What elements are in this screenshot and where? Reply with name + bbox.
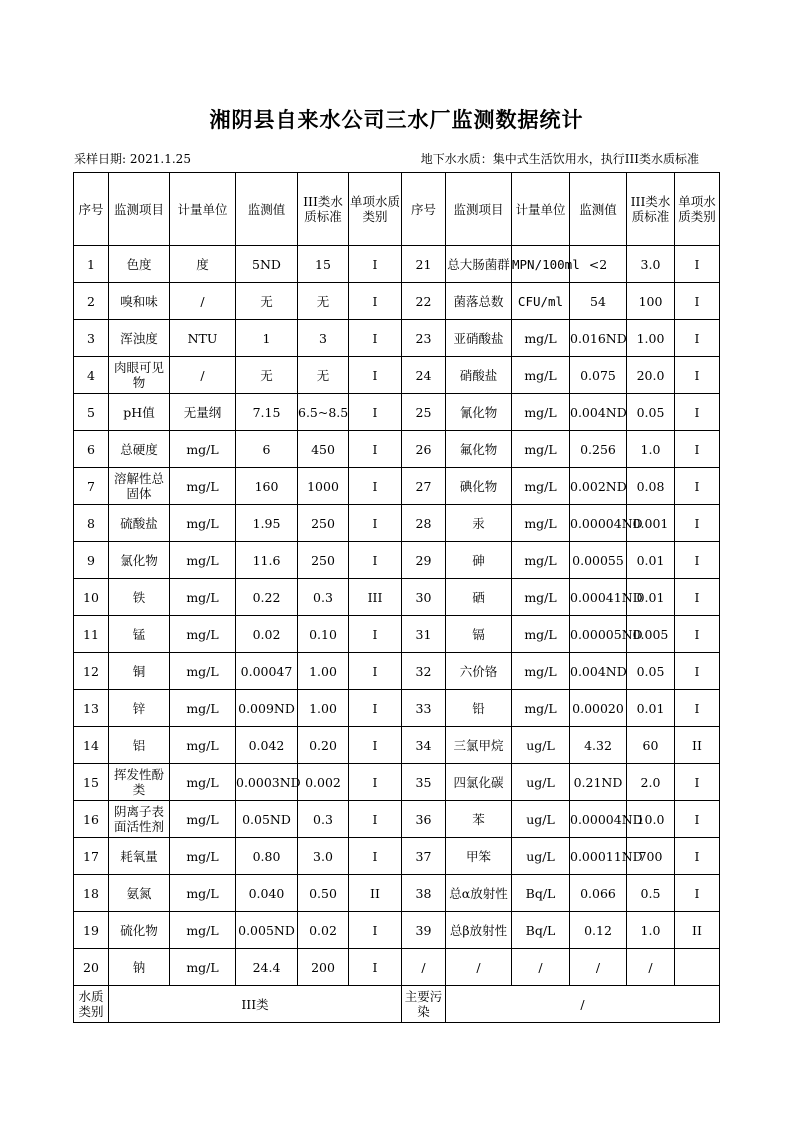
unit-cell: mg/L — [170, 468, 236, 505]
standard-cell: 1.00 — [627, 320, 675, 357]
value-cell: 0.00047 — [236, 653, 298, 690]
category-cell: I — [675, 764, 720, 801]
value-cell: 0.0003ND — [236, 764, 298, 801]
unit-cell: mg/L — [170, 431, 236, 468]
category-cell: I — [349, 246, 402, 283]
unit-cell: mg/L — [512, 357, 570, 394]
value-cell: 0.009ND — [236, 690, 298, 727]
standard-cell: 0.05 — [627, 394, 675, 431]
seq-cell: 13 — [74, 690, 109, 727]
category-cell: I — [349, 690, 402, 727]
standard-cell: 0.20 — [298, 727, 349, 764]
category-cell: I — [675, 801, 720, 838]
unit-cell: ug/L — [512, 764, 570, 801]
item-cell: 总大肠菌群 — [446, 246, 512, 283]
item-cell: 亚硝酸盐 — [446, 320, 512, 357]
standard-cell: 无 — [298, 283, 349, 320]
table-row — [74, 468, 720, 505]
seq-cell: 5 — [74, 394, 109, 431]
value-cell: 4.32 — [570, 727, 627, 764]
category-cell: I — [675, 690, 720, 727]
item-cell: 汞 — [446, 505, 512, 542]
category-cell: I — [675, 579, 720, 616]
item-cell: 嗅和味 — [109, 283, 170, 320]
table-header — [74, 173, 720, 246]
table-row — [74, 320, 720, 357]
category-cell: I — [349, 320, 402, 357]
standard-cell: 250 — [298, 505, 349, 542]
value-cell: 0.00004ND — [570, 801, 627, 838]
seq-cell: 8 — [74, 505, 109, 542]
seq-cell: 26 — [402, 431, 446, 468]
category-cell: I — [349, 542, 402, 579]
value-cell: 160 — [236, 468, 298, 505]
standard-cell: 1000 — [298, 468, 349, 505]
unit-cell: mg/L — [170, 690, 236, 727]
header-category: 单项水质类别 — [349, 173, 402, 246]
unit-cell: mg/L — [170, 838, 236, 875]
item-cell: pH值 — [109, 394, 170, 431]
category-cell: I — [349, 283, 402, 320]
value-cell: 1 — [236, 320, 298, 357]
header-standard: III类水质标准 — [298, 173, 349, 246]
standard-cell: 0.002 — [298, 764, 349, 801]
value-cell: 5ND — [236, 246, 298, 283]
table-row — [74, 690, 720, 727]
table-row — [74, 394, 720, 431]
category-cell: I — [349, 912, 402, 949]
unit-cell: mg/L — [170, 912, 236, 949]
standard-cell: 0.005 — [627, 616, 675, 653]
item-cell: 苯 — [446, 801, 512, 838]
unit-cell: ug/L — [512, 727, 570, 764]
standard-cell: 2.0 — [627, 764, 675, 801]
item-cell: 总硬度 — [109, 431, 170, 468]
seq-cell: 22 — [402, 283, 446, 320]
seq-cell: 14 — [74, 727, 109, 764]
value-cell: 0.256 — [570, 431, 627, 468]
category-cell: I — [349, 431, 402, 468]
value-cell: 0.21ND — [570, 764, 627, 801]
category-cell: III — [349, 579, 402, 616]
unit-cell: mg/L — [512, 542, 570, 579]
category-cell — [675, 949, 720, 986]
standard-cell: 1.0 — [627, 431, 675, 468]
seq-cell: 28 — [402, 505, 446, 542]
value-cell: 0.016ND — [570, 320, 627, 357]
standard-cell: 1.00 — [298, 653, 349, 690]
seq-cell: 4 — [74, 357, 109, 394]
table-footer — [74, 986, 720, 1023]
category-cell: I — [349, 764, 402, 801]
sampling-date-label: 采样日期: — [74, 152, 127, 166]
unit-cell: / — [512, 949, 570, 986]
item-cell: 锰 — [109, 616, 170, 653]
category-cell: I — [675, 468, 720, 505]
item-cell: 阴离子表面活性剂 — [109, 801, 170, 838]
standard-cell: 250 — [298, 542, 349, 579]
page-title: 湘阴县自来水公司三水厂监测数据统计 — [209, 108, 584, 132]
table-row — [74, 431, 720, 468]
standard-cell: 0.10 — [298, 616, 349, 653]
unit-cell: mg/L — [512, 505, 570, 542]
unit-cell: mg/L — [170, 542, 236, 579]
item-cell: 总α放射性 — [446, 875, 512, 912]
value-cell: 0.00004ND — [570, 505, 627, 542]
seq-cell: 9 — [74, 542, 109, 579]
value-cell: 0.00055 — [570, 542, 627, 579]
unit-cell: mg/L — [170, 579, 236, 616]
standard-cell: 700 — [627, 838, 675, 875]
item-cell: 铅 — [446, 690, 512, 727]
unit-cell: / — [170, 283, 236, 320]
unit-cell: mg/L — [170, 949, 236, 986]
table-row — [74, 283, 720, 320]
seq-cell: 3 — [74, 320, 109, 357]
unit-cell: Bq/L — [512, 875, 570, 912]
category-cell: I — [675, 320, 720, 357]
item-cell: 碘化物 — [446, 468, 512, 505]
unit-cell: mg/L — [170, 727, 236, 764]
item-cell: 硫酸盐 — [109, 505, 170, 542]
value-cell: 0.02 — [236, 616, 298, 653]
table-row — [74, 764, 720, 801]
table-row — [74, 653, 720, 690]
table-row — [74, 875, 720, 912]
item-cell: 氯化物 — [109, 542, 170, 579]
table-row — [74, 801, 720, 838]
item-cell: 铝 — [109, 727, 170, 764]
category-cell: I — [349, 838, 402, 875]
item-cell: 氨氮 — [109, 875, 170, 912]
standard-cell: 15 — [298, 246, 349, 283]
seq-cell: 10 — [74, 579, 109, 616]
seq-cell: 31 — [402, 616, 446, 653]
header-standard: III类水质标准 — [627, 173, 675, 246]
standard-cell: 3.0 — [627, 246, 675, 283]
standard-cell: 0.3 — [298, 801, 349, 838]
standard-cell: 0.05 — [627, 653, 675, 690]
standard-cell: 0.08 — [627, 468, 675, 505]
seq-cell: 19 — [74, 912, 109, 949]
standard-cell: 10.0 — [627, 801, 675, 838]
seq-cell: 27 — [402, 468, 446, 505]
header-seq: 序号 — [402, 173, 446, 246]
value-cell: 0.066 — [570, 875, 627, 912]
category-cell: I — [675, 246, 720, 283]
category-cell: I — [349, 394, 402, 431]
item-cell: 甲笨 — [446, 838, 512, 875]
value-cell: 1.95 — [236, 505, 298, 542]
unit-cell: mg/L — [170, 616, 236, 653]
value-cell: 0.22 — [236, 579, 298, 616]
seq-cell: 24 — [402, 357, 446, 394]
category-cell: II — [675, 912, 720, 949]
category-cell: I — [675, 394, 720, 431]
seq-cell: 1 — [74, 246, 109, 283]
value-cell: 7.15 — [236, 394, 298, 431]
unit-cell: Bq/L — [512, 912, 570, 949]
value-cell: 0.002ND — [570, 468, 627, 505]
value-cell: 无 — [236, 283, 298, 320]
item-cell: 砷 — [446, 542, 512, 579]
monitoring-table — [73, 172, 720, 1023]
standard-cell: 20.0 — [627, 357, 675, 394]
item-cell: 溶解性总固体 — [109, 468, 170, 505]
standard-cell: 1.0 — [627, 912, 675, 949]
unit-cell: mg/L — [170, 505, 236, 542]
item-cell: 铜 — [109, 653, 170, 690]
value-cell: 0.12 — [570, 912, 627, 949]
category-cell: I — [675, 357, 720, 394]
table-row — [74, 912, 720, 949]
seq-cell: 38 — [402, 875, 446, 912]
seq-cell: / — [402, 949, 446, 986]
header-value: 监测值 — [236, 173, 298, 246]
seq-cell: 17 — [74, 838, 109, 875]
standard-cell: 0.01 — [627, 690, 675, 727]
standard-cell: 0.001 — [627, 505, 675, 542]
standard-cell: 60 — [627, 727, 675, 764]
standard-cell: 0.3 — [298, 579, 349, 616]
value-cell: 0.05ND — [236, 801, 298, 838]
value-cell: 无 — [236, 357, 298, 394]
unit-cell: mg/L — [512, 320, 570, 357]
category-cell: I — [349, 505, 402, 542]
standard-cell: / — [627, 949, 675, 986]
seq-cell: 30 — [402, 579, 446, 616]
category-cell: I — [349, 949, 402, 986]
unit-cell: 度 — [170, 246, 236, 283]
table-row — [74, 542, 720, 579]
category-cell: II — [349, 875, 402, 912]
sampling-date-value: 2021.1.25 — [129, 152, 191, 166]
standard-cell: 0.01 — [627, 542, 675, 579]
value-cell: 0.040 — [236, 875, 298, 912]
category-cell: I — [675, 505, 720, 542]
seq-cell: 2 — [74, 283, 109, 320]
value-cell: 0.00020 — [570, 690, 627, 727]
table-row — [74, 949, 720, 986]
standard-cell: 1.00 — [298, 690, 349, 727]
value-cell: 0.004ND — [570, 394, 627, 431]
item-cell: 氟化物 — [446, 431, 512, 468]
category-cell: II — [675, 727, 720, 764]
header-unit: 计量单位 — [512, 173, 570, 246]
seq-cell: 29 — [402, 542, 446, 579]
main-pollution-label: 主要污染 — [402, 986, 446, 1023]
table-row — [74, 357, 720, 394]
standard-cell: 无 — [298, 357, 349, 394]
unit-cell: / — [170, 357, 236, 394]
value-cell: 24.4 — [236, 949, 298, 986]
unit-cell: ug/L — [512, 838, 570, 875]
category-cell: I — [675, 653, 720, 690]
value-cell: 0.80 — [236, 838, 298, 875]
standard-cell: 100 — [627, 283, 675, 320]
category-cell: I — [349, 468, 402, 505]
item-cell: 六价铬 — [446, 653, 512, 690]
category-cell: I — [349, 616, 402, 653]
standard-cell: 6.5~8.5 — [298, 394, 349, 431]
item-cell: 挥发性酚类 — [109, 764, 170, 801]
seq-cell: 7 — [74, 468, 109, 505]
main-pollution-value: / — [446, 986, 720, 1023]
header-item: 监测项目 — [109, 173, 170, 246]
seq-cell: 15 — [74, 764, 109, 801]
value-cell: 0.042 — [236, 727, 298, 764]
item-cell: 耗氧量 — [109, 838, 170, 875]
seq-cell: 34 — [402, 727, 446, 764]
seq-cell: 6 — [74, 431, 109, 468]
item-cell: 硫化物 — [109, 912, 170, 949]
category-cell: I — [675, 616, 720, 653]
unit-cell: mg/L — [170, 875, 236, 912]
standard-cell: 0.02 — [298, 912, 349, 949]
category-cell: I — [675, 431, 720, 468]
value-cell: 0.00041ND — [570, 579, 627, 616]
standard-cell: 3 — [298, 320, 349, 357]
seq-cell: 39 — [402, 912, 446, 949]
seq-cell: 33 — [402, 690, 446, 727]
table-row — [74, 727, 720, 764]
category-cell: I — [349, 357, 402, 394]
value-cell: 0.00005ND — [570, 616, 627, 653]
water-quality-note: 地下水水质：集中式生活饮用水，执行III类水质标准 — [420, 152, 699, 166]
item-cell: 镉 — [446, 616, 512, 653]
unit-cell: mg/L — [512, 653, 570, 690]
category-cell: I — [349, 801, 402, 838]
seq-cell: 32 — [402, 653, 446, 690]
category-cell: I — [349, 727, 402, 764]
unit-cell: MPN/100ml — [512, 246, 570, 283]
value-cell: 54 — [570, 283, 627, 320]
item-cell: 钠 — [109, 949, 170, 986]
unit-cell: mg/L — [512, 690, 570, 727]
header-item: 监测项目 — [446, 173, 512, 246]
item-cell: 三氯甲烷 — [446, 727, 512, 764]
unit-cell: mg/L — [170, 801, 236, 838]
seq-cell: 36 — [402, 801, 446, 838]
unit-cell: mg/L — [512, 579, 570, 616]
item-cell: 硝酸盐 — [446, 357, 512, 394]
category-cell: I — [675, 875, 720, 912]
unit-cell: mg/L — [512, 394, 570, 431]
item-cell: 锌 — [109, 690, 170, 727]
item-cell: 色度 — [109, 246, 170, 283]
seq-cell: 37 — [402, 838, 446, 875]
item-cell: 氰化物 — [446, 394, 512, 431]
seq-cell: 23 — [402, 320, 446, 357]
item-cell: 菌落总数 — [446, 283, 512, 320]
seq-cell: 20 — [74, 949, 109, 986]
unit-cell: NTU — [170, 320, 236, 357]
item-cell: 总β放射性 — [446, 912, 512, 949]
value-cell: 0.004ND — [570, 653, 627, 690]
unit-cell: mg/L — [512, 468, 570, 505]
unit-cell: 无量纲 — [170, 394, 236, 431]
table-row — [74, 246, 720, 283]
seq-cell: 11 — [74, 616, 109, 653]
standard-cell: 450 — [298, 431, 349, 468]
seq-cell: 21 — [402, 246, 446, 283]
item-cell: 浑浊度 — [109, 320, 170, 357]
unit-cell: mg/L — [512, 431, 570, 468]
quality-category-label: 水质类别 — [74, 986, 109, 1023]
item-cell: 铁 — [109, 579, 170, 616]
standard-cell: 0.5 — [627, 875, 675, 912]
header-unit: 计量单位 — [170, 173, 236, 246]
value-cell: / — [570, 949, 627, 986]
category-cell: I — [675, 283, 720, 320]
category-cell: I — [349, 653, 402, 690]
standard-cell: 3.0 — [298, 838, 349, 875]
sampling-date — [74, 150, 191, 167]
unit-cell: mg/L — [170, 653, 236, 690]
unit-cell: mg/L — [512, 616, 570, 653]
seq-cell: 16 — [74, 801, 109, 838]
category-cell: I — [675, 838, 720, 875]
item-cell: / — [446, 949, 512, 986]
item-cell: 四氯化碳 — [446, 764, 512, 801]
value-cell: <2 — [570, 246, 627, 283]
table-row — [74, 505, 720, 542]
seq-cell: 18 — [74, 875, 109, 912]
header-category: 单项水质类别 — [675, 173, 720, 246]
header-value: 监测值 — [570, 173, 627, 246]
value-cell: 0.075 — [570, 357, 627, 394]
value-cell: 11.6 — [236, 542, 298, 579]
standard-cell: 200 — [298, 949, 349, 986]
unit-cell: CFU/ml — [512, 283, 570, 320]
seq-cell: 35 — [402, 764, 446, 801]
quality-category-value: III类 — [109, 986, 402, 1023]
seq-cell: 25 — [402, 394, 446, 431]
item-cell: 硒 — [446, 579, 512, 616]
value-cell: 0.005ND — [236, 912, 298, 949]
unit-cell: ug/L — [512, 801, 570, 838]
seq-cell: 12 — [74, 653, 109, 690]
standard-cell: 0.01 — [627, 579, 675, 616]
table-row — [74, 616, 720, 653]
item-cell: 肉眼可见物 — [109, 357, 170, 394]
table-row — [74, 579, 720, 616]
table-row — [74, 838, 720, 875]
unit-cell: mg/L — [170, 764, 236, 801]
standard-cell: 0.50 — [298, 875, 349, 912]
header-seq: 序号 — [74, 173, 109, 246]
value-cell: 6 — [236, 431, 298, 468]
category-cell: I — [675, 542, 720, 579]
value-cell: 0.00011ND — [570, 838, 627, 875]
